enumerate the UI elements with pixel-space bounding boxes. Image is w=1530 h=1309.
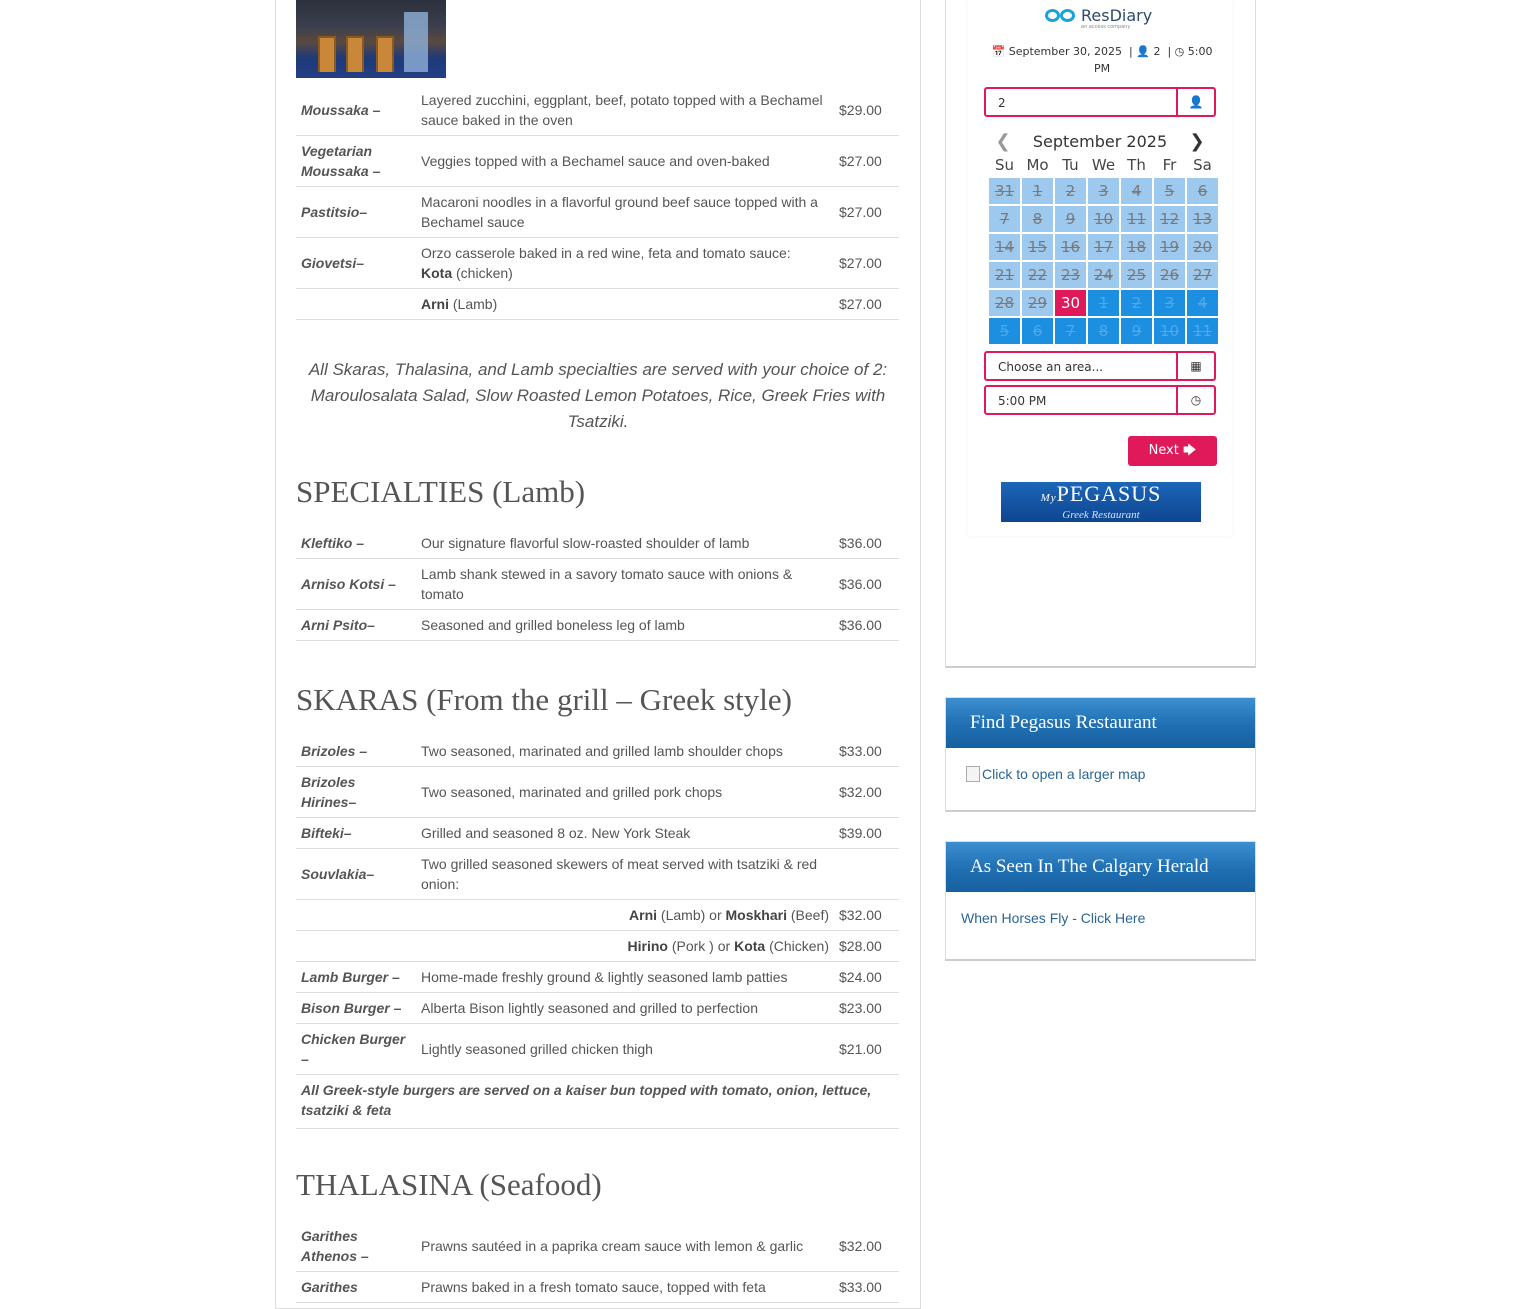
desc-bold: Arni	[629, 907, 658, 923]
calendar-day[interactable]: 18	[1121, 234, 1152, 260]
dish-price: $32.00	[834, 767, 899, 818]
calendar-day[interactable]: 8	[1022, 206, 1053, 232]
clock-icon: ◷	[1174, 45, 1185, 58]
dish-name: Vegetarian Moussaka –	[296, 136, 416, 187]
weekday-label: We	[1091, 156, 1116, 174]
dish-price: $39.00	[834, 818, 899, 849]
dish-description	[416, 238, 834, 289]
table-row	[296, 187, 899, 238]
desc-text: Orzo casserole baked in a red wine, feta and tomato sauce:	[421, 245, 791, 261]
clock-icon[interactable]: ◷	[1176, 387, 1214, 413]
dish-description: Macaroni noodles in a flavorful ground beef sauce topped with a Bechamel sauce	[416, 187, 834, 238]
table-row	[296, 1024, 899, 1075]
table-row	[296, 962, 899, 993]
calendar-day[interactable]: 17	[1088, 234, 1119, 260]
calendar-day[interactable]: 31	[989, 178, 1020, 204]
desc-text: (Lamb)	[449, 296, 498, 312]
weekday-label: Su	[994, 156, 1015, 174]
calendar-day[interactable]: 9	[1121, 318, 1152, 344]
dish-price: $23.00	[834, 993, 899, 1024]
dish-price: $32.00	[834, 1221, 899, 1272]
calendar-day[interactable]: 16	[1055, 234, 1086, 260]
burger-note: All Greek-style burgers are served on a kaiser bun topped with tomato, onion, lettuce, tsatziki & feta	[296, 1075, 899, 1129]
calendar-day[interactable]: 12	[1154, 206, 1185, 232]
resdiary-logo	[1045, 6, 1153, 30]
calendar-day[interactable]: 4	[1121, 178, 1152, 204]
calendar-weekdays	[989, 156, 1218, 174]
desc-text: (chicken)	[452, 265, 513, 281]
dish-name: Souvlakia–	[296, 849, 416, 900]
section-heading-skaras: SKARAS (From the grill – Greek style)	[296, 682, 792, 717]
weekday-label: Th	[1127, 156, 1146, 174]
table-row	[296, 289, 899, 320]
calendar-day[interactable]: 1	[1022, 178, 1053, 204]
table-row	[296, 610, 899, 641]
desc-bold: Arni	[421, 296, 449, 312]
dish-price: $27.00	[834, 238, 899, 289]
chair-shape	[318, 36, 336, 72]
chevron-left-icon[interactable]: ❮	[995, 131, 1011, 152]
dish-price: $27.00	[834, 136, 899, 187]
seafood-table	[296, 1221, 899, 1303]
broken-image-icon	[966, 766, 980, 782]
dish-description: Home-made freshly ground & lightly seasoned lamb patties	[416, 962, 834, 993]
sides-note: All Skaras, Thalasina, and Lamb specialties are served with your choice of 2: Maroulosalata Salad, Slow Roasted Lemon Potatoes, Rice, Greek Fries with Tsatziki.	[308, 360, 888, 431]
calendar-header	[984, 130, 1216, 154]
weekday-label: Mo	[1026, 156, 1049, 174]
table-row	[296, 993, 899, 1024]
map-image-link[interactable]	[966, 766, 1235, 782]
dish-price: $29.00	[834, 85, 899, 136]
find-restaurant-box	[945, 697, 1256, 812]
dish-name: Lamb Burger –	[296, 962, 416, 993]
desc-text: (Lamb) or	[657, 907, 726, 923]
dish-description: Alberta Bison lightly seasoned and grilled to perfection	[416, 993, 834, 1024]
area-placeholder: Choose an area...	[998, 360, 1104, 374]
dish-price: $33.00	[834, 736, 899, 767]
table-row	[296, 931, 899, 962]
table-row	[296, 85, 899, 136]
area-select[interactable]	[984, 351, 1216, 381]
table-row	[296, 136, 899, 187]
herald-content	[946, 892, 1255, 944]
chair-shape	[346, 36, 364, 72]
calendar-days	[989, 178, 1218, 344]
weekday-label: Sa	[1193, 156, 1212, 174]
grid-icon[interactable]: ▦	[1176, 353, 1214, 379]
table-row	[296, 767, 899, 818]
next-label: Next	[1148, 443, 1179, 458]
calgary-herald-title: As Seen In The Calgary Herald	[946, 842, 1255, 892]
calendar-day[interactable]: 21	[989, 262, 1020, 288]
pegasus-logo-banner[interactable]	[1001, 482, 1201, 522]
calendar-day[interactable]: 8	[1088, 318, 1119, 344]
calendar-icon: 📅	[991, 45, 1006, 58]
souvlaki-option	[296, 900, 834, 931]
dish-description: Our signature flavorful slow-roasted shoulder of lamb	[416, 528, 834, 559]
calendar-day[interactable]: 10	[1088, 206, 1119, 232]
dish-name: Giovetsi–	[296, 238, 416, 289]
weekday-label: Fr	[1162, 156, 1177, 174]
calendar-day[interactable]: 10	[1154, 318, 1185, 344]
dish-description: Two seasoned, marinated and grilled lamb shoulder chops	[416, 736, 834, 767]
desc-bold: Kota	[421, 265, 453, 281]
dish-price: $32.00	[834, 900, 899, 931]
calendar-day[interactable]: 9	[1055, 206, 1086, 232]
souvlaki-option	[296, 931, 834, 962]
resdiary-rings-icon	[1045, 7, 1077, 25]
dish-price: $36.00	[834, 528, 899, 559]
map-link-area	[946, 748, 1255, 800]
summary-guests: 2	[1153, 45, 1161, 58]
calendar-day[interactable]: 7	[989, 206, 1020, 232]
dish-name: Arni Psito–	[296, 610, 416, 641]
dish-name: Garithes	[296, 1272, 416, 1303]
time-select[interactable]	[984, 385, 1216, 415]
desc-bold: Kota	[734, 938, 766, 954]
dish-price: $24.00	[834, 962, 899, 993]
user-icon: 👤	[1136, 45, 1150, 58]
calendar-day[interactable]: 7	[1055, 318, 1086, 344]
dish-price: $28.00	[834, 931, 899, 962]
table-row	[296, 849, 899, 900]
desc-bold: Hirino	[627, 938, 668, 954]
dish-price: $33.00	[834, 1272, 899, 1303]
time-value: 5:00 PM	[998, 394, 1047, 408]
menu-content	[275, 0, 921, 1309]
calendar-month: September 2025	[1032, 132, 1168, 151]
calendar-day[interactable]: 2	[1121, 290, 1152, 316]
calendar-day[interactable]: 11	[1187, 318, 1218, 344]
dish-name: Arniso Kotsi –	[296, 559, 416, 610]
calendar-day[interactable]: 20	[1187, 234, 1218, 260]
weekday-label: Tu	[1062, 156, 1079, 174]
summary-time: 5:00 PM	[1093, 45, 1213, 75]
dish-name: Chicken Burger –	[296, 1024, 416, 1075]
dish-name: Brizoles Hirines–	[296, 767, 416, 818]
dish-name: Kleftiko –	[296, 528, 416, 559]
calendar-day[interactable]: 1	[1088, 290, 1119, 316]
dish-price	[834, 849, 899, 900]
calendar-day[interactable]: 3	[1088, 178, 1119, 204]
dish-price: $21.00	[834, 1024, 899, 1075]
table-row	[296, 1221, 899, 1272]
calendar-day[interactable]: 14	[989, 234, 1020, 260]
calendar-day[interactable]: 5	[989, 318, 1020, 344]
calendar-day[interactable]: 11	[1121, 206, 1152, 232]
bar-shape	[404, 12, 428, 72]
dish-description: Veggies topped with a Bechamel sauce and oven-baked	[416, 136, 834, 187]
summary-date: September 30, 2025	[1008, 45, 1123, 58]
banner-name: PEGASUS	[1056, 482, 1162, 506]
chair-shape	[376, 36, 394, 72]
section-heading-lamb: SPECIALTIES (Lamb)	[296, 474, 586, 509]
arrow-right-icon: 🡆	[1183, 443, 1197, 458]
calendar-day[interactable]: 29	[1022, 290, 1053, 316]
lamb-table	[296, 528, 899, 641]
resdiary-widget	[968, 0, 1232, 536]
guests-input[interactable]	[984, 87, 1216, 117]
dish-name: Moussaka –	[296, 85, 416, 136]
desc-bold: Moskhari	[725, 907, 787, 923]
calendar-day[interactable]: 27	[1187, 262, 1218, 288]
calendar-day[interactable]: 3	[1154, 290, 1185, 316]
dish-name: Garithes Athenos –	[296, 1221, 416, 1272]
calendar-day[interactable]: 22	[1022, 262, 1053, 288]
dish-name: Brizoles –	[296, 736, 416, 767]
booking-summary	[982, 43, 1222, 77]
banner-title	[1041, 483, 1162, 509]
dish-name: Bifteki–	[296, 818, 416, 849]
dish-description: Seasoned and grilled boneless leg of lamb	[416, 610, 834, 641]
dish-description: Lamb shank stewed in a savory tomato sauce with onions & tomato	[416, 559, 834, 610]
summary-separator: |	[1129, 45, 1133, 58]
dish-description: Grilled and seasoned 8 oz. New York Steak	[416, 818, 834, 849]
skaras-table	[296, 736, 899, 1129]
calendar-day[interactable]: 23	[1055, 262, 1086, 288]
casserole-table	[296, 85, 899, 320]
table-row	[296, 559, 899, 610]
dish-description: Prawns baked in a fresh tomato sauce, topped with feta	[416, 1272, 834, 1303]
next-button[interactable]	[1128, 436, 1217, 466]
user-icon[interactable]: 👤	[1176, 89, 1214, 115]
calgary-herald-box	[945, 841, 1256, 961]
dish-description: Layered zucchini, eggplant, beef, potato topped with a Bechamel sauce baked in the oven	[416, 85, 834, 136]
calendar-day[interactable]: 28	[989, 290, 1020, 316]
calendar-day[interactable]: 5	[1154, 178, 1185, 204]
find-restaurant-title: Find Pegasus Restaurant	[946, 698, 1255, 748]
calendar-day[interactable]: 26	[1154, 262, 1185, 288]
dish-name: Pastitsio–	[296, 187, 416, 238]
dish-price: $36.00	[834, 559, 899, 610]
desc-text: (Pork ) or	[667, 938, 735, 954]
resdiary-sub: an access company	[1081, 24, 1131, 30]
dish-price: $36.00	[834, 610, 899, 641]
desc-text: (Chicken)	[765, 938, 829, 954]
dish-description: Two seasoned, marinated and grilled pork chops	[416, 767, 834, 818]
table-row	[296, 1075, 899, 1129]
banner-prefix: My	[1040, 492, 1057, 504]
dish-description: Prawns sautéed in a paprika cream sauce with lemon & garlic	[416, 1221, 834, 1272]
calendar-day[interactable]: 2	[1055, 178, 1086, 204]
dish-price: $27.00	[834, 187, 899, 238]
table-row	[296, 736, 899, 767]
calendar-day[interactable]: 24	[1088, 262, 1119, 288]
calendar-day[interactable]: 4	[1187, 290, 1218, 316]
map-alt-text: Click to open a larger map	[982, 766, 1146, 782]
dish-description: Lightly seasoned grilled chicken thigh	[416, 1024, 834, 1075]
calendar-day-selected[interactable]: 30	[1055, 290, 1086, 316]
dish-name: Bison Burger –	[296, 993, 416, 1024]
table-row	[296, 238, 899, 289]
calendar-day[interactable]: 25	[1121, 262, 1152, 288]
table-row	[296, 900, 899, 931]
dish-price: $27.00	[834, 289, 899, 320]
herald-article-link[interactable]: When Horses Fly - Click Here	[961, 910, 1146, 926]
calendar-day[interactable]: 6	[1187, 178, 1218, 204]
table-row	[296, 528, 899, 559]
dish-description: Two grilled seasoned skewers of meat served with tsatziki & red onion:	[416, 849, 834, 900]
dish-name	[296, 289, 416, 320]
desc-text: (Beef)	[786, 907, 829, 923]
section-heading-seafood: THALASINA (Seafood)	[296, 1167, 602, 1202]
calendar-day[interactable]: 15	[1022, 234, 1053, 260]
chevron-right-icon[interactable]: ❯	[1189, 131, 1205, 152]
guests-value: 2	[998, 96, 1006, 110]
summary-separator: |	[1167, 45, 1172, 58]
calendar-day[interactable]: 19	[1154, 234, 1185, 260]
resdiary-brand: ResDiary	[1081, 6, 1153, 25]
table-row	[296, 818, 899, 849]
banner-subtitle: Greek Restaurant	[1062, 509, 1140, 521]
restaurant-photo	[296, 0, 446, 78]
calendar-day[interactable]: 13	[1187, 206, 1218, 232]
calendar-day[interactable]: 6	[1022, 318, 1053, 344]
dish-description	[416, 289, 834, 320]
